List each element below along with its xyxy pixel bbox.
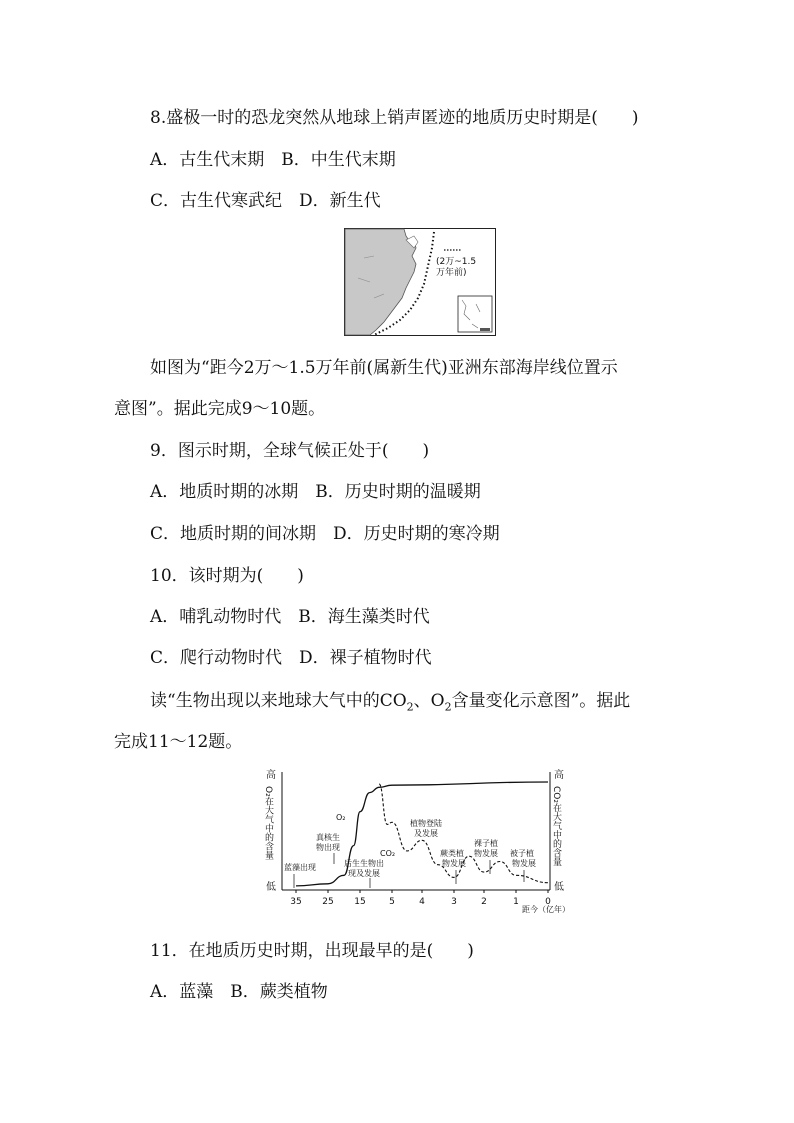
intro-11-12-sub2: 2 bbox=[444, 700, 452, 714]
q10-options-ab: A．哺乳动物时代 B．海生藻类时代 bbox=[150, 607, 430, 627]
annotation-beizi-2: 物发展 bbox=[512, 859, 536, 868]
intro-9-10-line2: 意图”。据此完成9～10题。 bbox=[114, 399, 326, 419]
intro-11-12-line1 bbox=[150, 690, 630, 718]
q8-options-ab: A．古生代末期 B．中生代末期 bbox=[150, 150, 396, 170]
intro-11-12-sub1: 2 bbox=[406, 700, 414, 714]
q11-stem: 11．在地质历史时期，出现最早的是( ) bbox=[150, 941, 474, 961]
atmosphere-chart bbox=[262, 766, 566, 922]
x-tick-label: 2 bbox=[481, 897, 487, 907]
annotation-jue-1: 蕨类植 bbox=[440, 849, 464, 858]
intro-9-10-line1: 如图为“距今2万～1.5万年前(属新生代)亚洲东部海岸线位置示 bbox=[150, 358, 618, 378]
x-tick-label: 5 bbox=[389, 897, 395, 907]
annotation-luozi-1: 裸子植 bbox=[474, 839, 498, 848]
annotation-luozi-2: 物发展 bbox=[474, 849, 498, 858]
coastline-map bbox=[344, 228, 496, 336]
q9-stem: 9．图示时期，全球气候正处于( ) bbox=[150, 441, 430, 461]
left-axis-label: O₂在大气中的含量 bbox=[263, 786, 273, 860]
annotation-lanzao: 蓝藻出现 bbox=[284, 863, 316, 872]
q9-options-ab: A．地质时期的冰期 B．历史时期的温暖期 bbox=[150, 482, 481, 502]
annotation-zhiwu-1: 植物登陆 bbox=[410, 819, 442, 828]
x-tick-label: 25 bbox=[322, 897, 334, 907]
series-o2-label: O₂ bbox=[336, 813, 346, 822]
annotation-jue-2: 物发展 bbox=[442, 859, 466, 868]
map-label-line2: 万年前) bbox=[436, 268, 467, 278]
annotation-zhiwu-2: 及发展 bbox=[414, 829, 438, 838]
x-tick-label: 0 bbox=[545, 897, 551, 907]
map-label-line1: (2万~1.5 bbox=[436, 257, 477, 267]
annotation-housheng-1: 后生生物出 bbox=[344, 859, 384, 868]
x-tick-label: 3 bbox=[451, 897, 457, 907]
q9-options-cd: C．地质时期的间冰期 D．历史时期的寒冷期 bbox=[150, 524, 500, 544]
intro-11-12-line2: 完成11～12题。 bbox=[114, 732, 243, 752]
x-tick-label: 4 bbox=[419, 897, 425, 907]
coastline-map-figure bbox=[344, 228, 496, 336]
q8-options-cd: C．古生代寒武纪 D．新生代 bbox=[150, 191, 381, 211]
atmosphere-chart-figure bbox=[262, 766, 566, 922]
x-axis-unit: 距今（亿年） bbox=[522, 905, 566, 914]
right-axis-bottom: 低 bbox=[554, 882, 564, 893]
q10-stem: 10．该时期为( ) bbox=[150, 566, 304, 586]
intro-11-12-text-a: 读“生物出现以来地球大气中的CO bbox=[150, 691, 407, 711]
intro-11-12-text-c: 含量变化示意图”。据此 bbox=[451, 691, 631, 711]
annotation-beizi-1: 被子植 bbox=[510, 849, 534, 858]
right-axis-top: 高 bbox=[554, 770, 564, 781]
left-axis-top: 高 bbox=[266, 770, 276, 781]
intro-11-12-text-b: 、O bbox=[413, 691, 445, 711]
annotation-zhenhe-2: 物出现 bbox=[316, 843, 340, 852]
left-axis-bottom: 低 bbox=[266, 882, 276, 893]
right-axis-label: CO₂在大气中的含量 bbox=[551, 786, 561, 866]
x-tick-label: 15 bbox=[354, 897, 366, 907]
q11-options-ab: A．蓝藻 B．蕨类植物 bbox=[150, 982, 328, 1002]
annotation-zhenhe-1: 真核生 bbox=[316, 833, 340, 842]
series-co2-label: CO₂ bbox=[380, 849, 396, 858]
annotation-housheng-2: 现及发展 bbox=[348, 869, 380, 878]
x-tick-label: 35 bbox=[290, 897, 302, 907]
x-tick-label: 1 bbox=[513, 897, 519, 907]
q10-options-cd: C．爬行动物时代 D．裸子植物时代 bbox=[150, 648, 432, 668]
q8-stem: 8.盛极一时的恐龙突然从地球上销声匿迹的地质历史时期是( ) bbox=[150, 108, 639, 128]
